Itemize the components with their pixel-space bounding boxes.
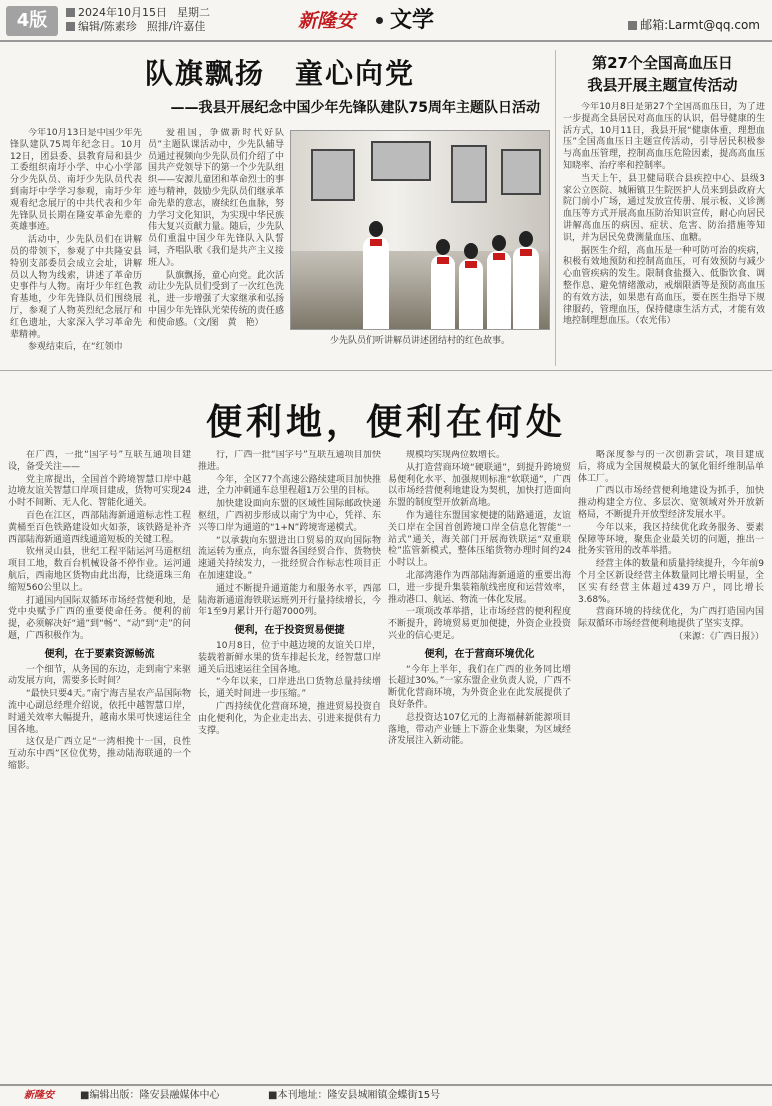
bullet-square-icon: [66, 8, 75, 17]
subheading: 便利，在于投资贸易便捷: [234, 625, 345, 637]
paragraph: 从打造营商环境“硬联通”，到提升跨境贸易便利化水平、加强规则标准“软联通”，广西以市场经营便利地建设为契机，加快打造面向东盟的制度型开放新高地。: [388, 462, 571, 509]
bullet-square-icon: [66, 22, 75, 31]
paragraph: 北部湾港作为西部陆海新通道的重要出海口，进一步提升集装箱航线密度和运营效率，推动港口、航运、物流一体化发展。: [388, 570, 571, 605]
article3-column-4: [578, 450, 764, 1080]
article2-body: [563, 102, 765, 364]
editor: 编辑/陈素珍: [78, 20, 137, 33]
newspaper-logo: 新隆安: [298, 10, 356, 32]
header-rule: [0, 40, 772, 42]
paragraph: “最快只要4天。”南宁海吉星农产品国际物流中心副总经理介绍说，依托中越智慧口岸，时通关效率大幅提升，越南水果可快速运往全国各地。: [8, 689, 191, 735]
article1-column-1: [10, 128, 142, 364]
footer-address: ■本刊地址：隆安县城厢镇金蝶街15号: [268, 1090, 441, 1101]
paragraph: 爱祖国，争做新时代好队员”主题队课活动中，少先队辅导员通过视频向少先队员们介绍了中国共产党领导下的第一个少先队组织——安源儿童团和革命烈士的事迹与精神，鼓励少先队员们继承革命先辈的意志，赓续红色血脉，努力学习文化知识，为实现中华民族伟大复兴贡献力量。随后，少先队员们重温中国少年先锋队入队誓词，齐唱队歌《我们是共产主义接班人》。: [148, 128, 284, 268]
article1-title: 队旗飘扬 童心向党: [144, 57, 415, 90]
person-figure: [431, 255, 455, 329]
paragraph: 党主席提出，全国首个跨境智慧口岸中越边境友谊关智慧口岸项目建成，货物可实现24小时不间断、无人化、智能化通关。: [8, 474, 191, 509]
subheading: 便利，在于营商环境优化: [424, 648, 535, 660]
issue-weekday: 星期二: [177, 6, 210, 19]
footer-publisher: ■编辑出版：隆安县融媒体中心: [80, 1090, 220, 1101]
paragraph: 一个细节，从务国的东边，走到南宁来驱动发展方向，需要多长时间？: [8, 664, 191, 687]
paragraph: 当天上午，县卫健局联合县疾控中心、县级3家公立医院、城厢镇卫生院医护人员来到县政府大院门前小广场，通过发放宣传册、展示板、义诊测血压等方式开展高血压防治知识宣传，耐心向居民讲解高血压的病因、症状、危害、防治措施等知识，并为居民免费测量血压、血糖。: [563, 173, 765, 243]
paragraph: 通过不断提升通道能力和服务水平，西部陆海新通道海铁联运班列开行量持续增长，今年1至9月累计开行超7000列。: [198, 583, 381, 618]
paragraph: 经营主体的数量和质量持续提升，今年前9个月全区新设经营主体数量同比增长明显，全区实有经营主体超过439万户，同比增长3.68%。: [578, 559, 764, 605]
page-header: [0, 0, 772, 44]
article1-subtitle: ——我县开展纪念中国少年先锋队建队75周年主题队日活动: [170, 100, 540, 116]
paragraph: 在广西，一批“国字号”互联互通项目建设，备受关注——: [8, 450, 191, 472]
page-number: 4版: [6, 6, 58, 36]
paragraph: 加快建设面向东盟的区域性国际邮政快递枢纽，广西初步形成以南宁为中心，凭祥、东兴等口岸为通道的“1+N”跨境寄递模式。: [198, 499, 381, 533]
paragraph: “今年上半年，我们在广西的业务同比增长超过30%。”一家东盟企业负责人说，广西不断优化营商环境，为外资企业在此发展提供了良好条件。: [388, 664, 571, 710]
footer-logo: 新隆安: [24, 1090, 54, 1101]
paragraph: 一项项改革举措，让市场经营的便利程度不断提升，跨境贸易更加便捷，外资企业投资兴业的信心更足。: [388, 607, 571, 641]
section-rule: [0, 370, 772, 371]
paragraph: 广西以市场经营便利地建设为抓手，加快推动构建全方位、多层次、宽领域对外开放新格局，不断提升开放型经济发展水平。: [578, 486, 764, 520]
exhibit-frame: [371, 141, 431, 181]
paragraph: 今年10月13日是中国少年先锋队建队75周年纪念日。10月12日，团县委、县教育局和县少工委组织南圩小学、中心小学部分少先队员、南圩少先队员代表到南圩中学学习参观，南圩少年观看纪念展厅的中共代表和少年先锋队员长期在隆安革命先辈的英雄事迹。: [10, 128, 142, 233]
paragraph: 作为通往东盟国家便捷的陆路通道，友谊关口岸在全国首创跨境口岸全信息化智能“一站式”通关，海关部门开展海铁联运“双重联检”监管新模式，整体压缩货物办理时间约24小时以上。: [388, 510, 571, 569]
article2-title: 第27个全国高血压日 我县开展主题宣传活动: [587, 54, 738, 94]
column-divider: [555, 50, 556, 366]
paragraph: 活动中，少先队员们在讲解员的带领下，参观了中共隆安县特别支部委员会成立会址，讲解员以人物为线索，讲述了革命历史事件与人物。南圩少年红色教育基地，少年先锋队员们围绕展厅，参观了人物英烈纪念展厅和红色遗址，大家深入学习革命先辈精神。: [10, 235, 142, 340]
paragraph: 参观结束后，在“红领巾: [28, 342, 123, 353]
person-figure: [513, 247, 539, 329]
article3-title: 便利地，便利在何处: [205, 402, 566, 443]
paragraph: 据医生介绍，高血压是一种可防可治的疾病，积极有效地预防和控制高血压，可有效预防与减少心血管疾病的发生。限制食盐摄入、低脂饮食、调整作息、避免情绪激动，戒烟限酒等是预防高血压的有效方法，如果患有高血压，要在医生指导下规律服药，管理血压，保持健康生活方式，才能有效地控制理想血压。（农光伟）: [563, 245, 765, 327]
article3-column-2: [198, 450, 381, 1080]
section-title: 文学: [390, 8, 435, 33]
paragraph: 总投资达107亿元的上海福赫新能源项目落地，带动产业链上下游企业集聚，为区域经济发展注入新动能。: [388, 712, 571, 747]
paragraph: 规模均实现两位数增长。: [406, 450, 506, 460]
paragraph: 略深度参与的一次创新尝试，项目建成后，将成为全国规模最大的氯化钼纤维制品单体工厂。: [578, 450, 764, 484]
contact-email: 邮箱:Larmt@qq.com: [628, 16, 760, 33]
article1-photo: [290, 130, 550, 330]
paragraph: 今年10月8日是第27个全国高血压日，为了进一步提高全县居民对高血压的认识，倡导健康的生活方式，10月11日，我县开展“健康体重，理想血压”全国高血压日主题宣传活动，引导居民积极参与高血压管理，控制高血压危险因素，提高高血压知晓率、治疗率和控制率。: [563, 102, 765, 171]
article3-column-3: [388, 450, 571, 1080]
paragraph: 广西持续优化营商环境，推进贸易投资自由化便利化，为企业走出去、引进来提供有力支撑。: [198, 701, 381, 736]
paragraph: 打通国内国际双循环市场经营便利地，是党中央赋予广西的重要使命任务。便利的前提，必须解决好“通”到“畅”、“动”到“走”的问题，广西积极作为。: [8, 595, 191, 641]
paragraph: 10月8日，位于中越边境的友谊关口岸，装载着新鲜水果的货车排起长龙，经智慧口岸通关后迅速运往全国各地。: [198, 640, 381, 675]
exhibit-frame: [311, 149, 355, 201]
person-figure: [487, 251, 511, 329]
proofreader: 照排/许嘉佳: [146, 20, 206, 33]
person-figure: [363, 237, 389, 329]
photo-caption: 少先队员们听讲解员讲述团结村的红色故事。: [329, 336, 510, 346]
issue-meta: [66, 6, 210, 34]
paragraph: “今年以来，口岸进出口货物总量持续增长，通关时间进一步压缩。”: [198, 677, 381, 700]
paragraph: 百色在江区，西部陆海新通道标志性工程黄桶至百色铁路建设如火如荼，该铁路是补齐西部陆海新通道西线通道短板的关键工程。: [8, 510, 191, 545]
subheading: 便利，在于要素资源畅流: [44, 648, 155, 660]
article1-column-2: [148, 128, 284, 364]
separator-dot-icon: [376, 17, 383, 24]
issue-date: 2024年10月15日: [78, 6, 167, 19]
paragraph: 营商环境的持续优化，为广西打造国内国际双循环市场经营便利地提供了坚实支撑。: [578, 607, 764, 630]
paragraph: 钦州灵山县，世纪工程平陆运河马道枢纽项目工地，数百台机械设备不停作业。运河通航后，西南地区货物由此出海，比绕道珠三角缩短560公里以上。: [8, 547, 191, 593]
person-figure: [459, 259, 483, 329]
paragraph: 今年，全区77个高速公路续建项目加快推进，全力冲刺通车总里程超1万公里的目标。: [198, 474, 381, 497]
bullet-square-icon: [628, 21, 637, 30]
exhibit-frame: [501, 149, 541, 195]
paragraph: 行，广西一批“国字号”互联互通项目加快推进。: [198, 450, 381, 472]
paragraph: 今年以来，我区持续优化政务服务、要素保障等环境，聚焦企业最关切的问题，推出一批务实管用的改革举措。: [578, 522, 764, 557]
article3-column-1: [8, 450, 191, 1080]
paragraph: 队旗飘扬，童心向党。此次活动让少先队员们受到了一次红色洗礼，进一步增强了大家继承和弘扬中国少年先锋队光荣传统的责任感和使命感。（文/图 黄 艳）: [148, 270, 284, 328]
paragraph: “以承载向东盟进出口贸易的双向国际物流运转为重点，向东盟各国经贸合作、货物快速通关持续发力，一批经贸合作标志性项目正在加速建设。”: [198, 535, 381, 581]
article-source: （来源：《广西日报》）: [673, 631, 764, 642]
exhibit-frame: [451, 145, 487, 203]
paragraph: 这仅是广西立足“一湾相挽十一国，良性互动东中西”区位优势，推动陆海联通的一个缩影。: [8, 737, 191, 771]
page-footer: [0, 1084, 772, 1106]
